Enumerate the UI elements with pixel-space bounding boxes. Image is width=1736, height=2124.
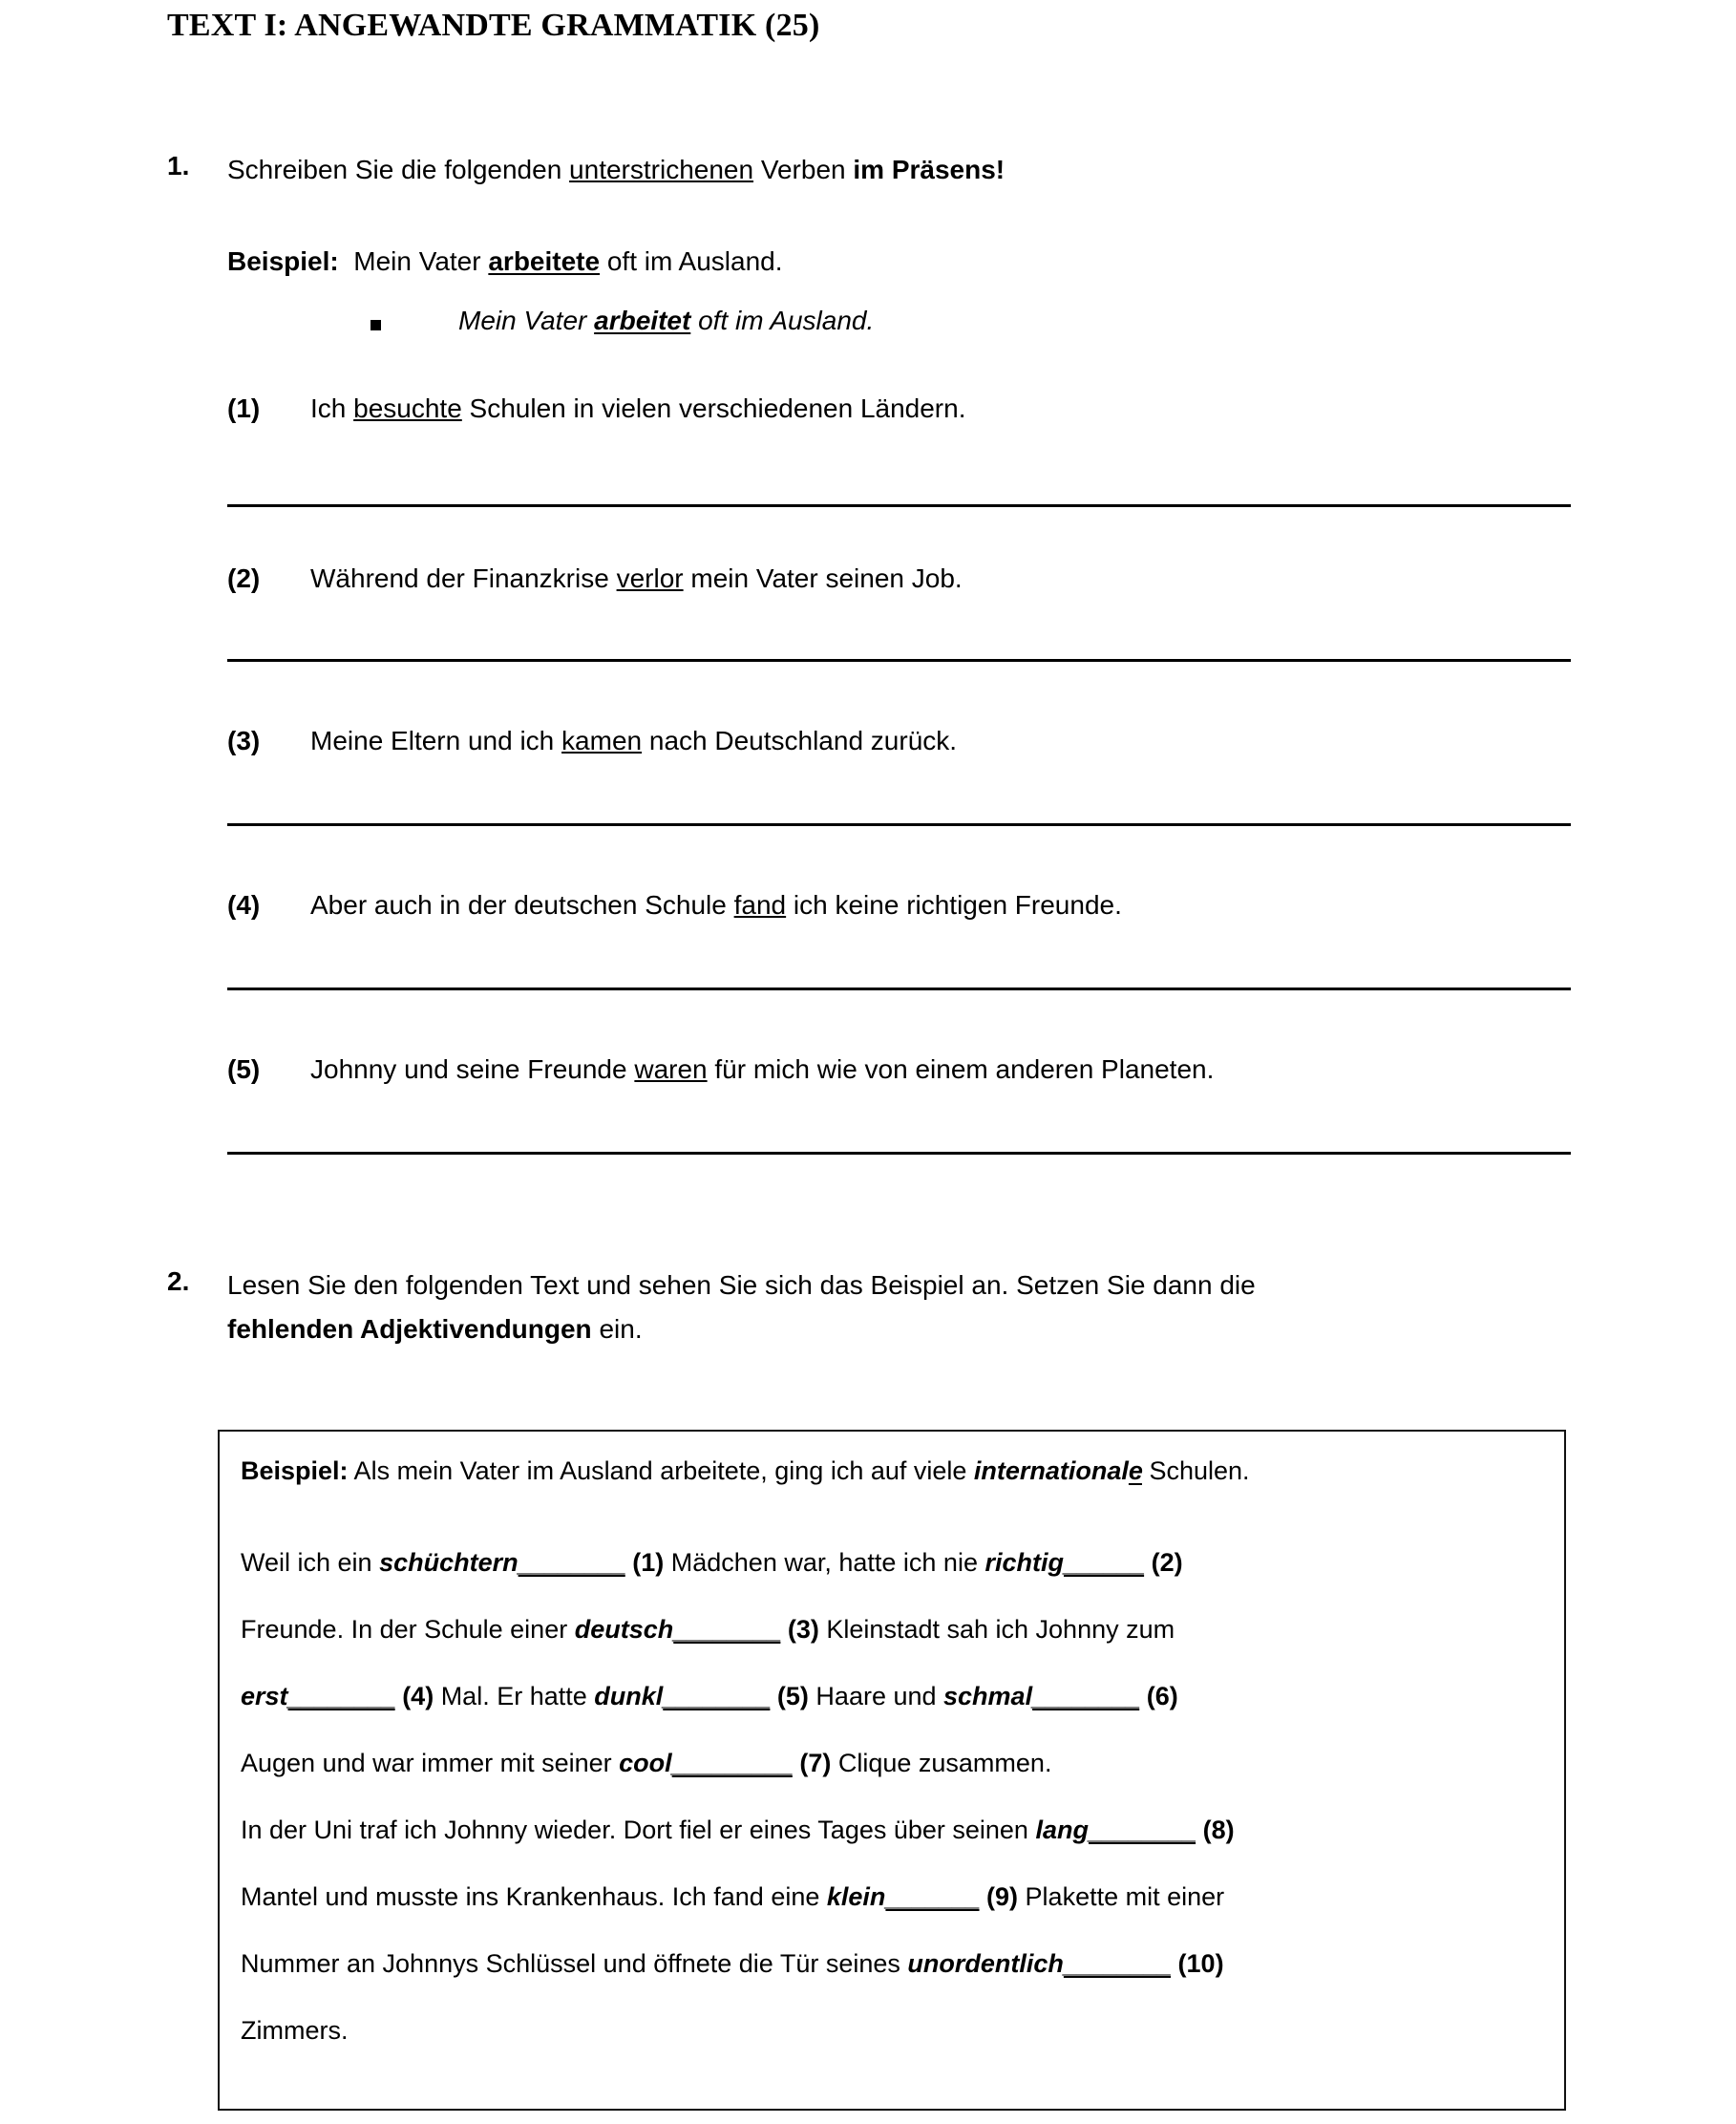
- line-3-number-3: (4): [402, 1682, 434, 1710]
- cloze-line-2: [241, 1615, 1175, 1645]
- item-3-pre: Meine Eltern und ich: [310, 726, 562, 755]
- item-4-post: ich keine richtigen Freunde.: [786, 890, 1122, 920]
- q1-instruction-mid: Verben: [753, 155, 854, 184]
- line-5-text-3: [1196, 1816, 1203, 1844]
- line-2-blank-2[interactable]: ________: [673, 1615, 781, 1644]
- answer-line-5[interactable]: [227, 1152, 1571, 1155]
- cloze-example-word-stem: international: [973, 1456, 1129, 1485]
- question-2-number: 2.: [167, 1266, 190, 1296]
- line-2-number-4: (3): [787, 1615, 819, 1644]
- item-2-sentence: [310, 563, 963, 594]
- cloze-example: [241, 1456, 1250, 1486]
- cloze-line-1: [241, 1548, 1183, 1578]
- line-7-number-4: (10): [1177, 1949, 1224, 1978]
- cloze-exercise-box: [218, 1430, 1566, 2111]
- answer-line-4[interactable]: [227, 988, 1571, 990]
- example-verb: arbeitete: [488, 246, 601, 276]
- line-6-word-1: klein: [826, 1882, 886, 1911]
- q2-instruction-bold: fehlenden Adjektivendungen: [227, 1314, 592, 1344]
- example-post: oft im Ausland.: [600, 246, 783, 276]
- line-1-text-8: [1144, 1548, 1152, 1577]
- line-3-text-12: [1139, 1682, 1147, 1710]
- item-5-sentence: [310, 1054, 1214, 1085]
- line-2-text-3: [780, 1615, 788, 1644]
- line-1-text-5: Mädchen war, hatte ich nie: [664, 1548, 985, 1577]
- line-1-text-0: Weil ich ein: [241, 1548, 380, 1577]
- q2-instruction-rest: ein.: [591, 1314, 643, 1344]
- line-1-number-4: (1): [632, 1548, 665, 1577]
- item-5-marker: (5): [227, 1054, 261, 1084]
- cloze-example-word-ending: e: [1128, 1456, 1142, 1485]
- cloze-example-pre: Als mein Vater im Ausland arbeitete, ging ich auf viele: [348, 1456, 974, 1485]
- question-1-number: 1.: [167, 151, 190, 181]
- line-6-text-3: [980, 1882, 987, 1911]
- line-5-word-1: lang: [1035, 1816, 1089, 1844]
- item-2-verb: verlor: [616, 563, 684, 593]
- item-5-pre: Johnny und seine Freunde: [310, 1054, 635, 1084]
- line-7-word-1: unordentlich: [907, 1949, 1064, 1978]
- item-1-post: Schulen in vielen verschiedenen Ländern.: [461, 393, 966, 423]
- line-3-blank-1[interactable]: ________: [287, 1682, 395, 1710]
- line-7-text-0: Nummer an Johnnys Schlüssel und öffnete die Tür seines: [241, 1949, 908, 1978]
- line-6-text-5: Plakette mit einer: [1018, 1882, 1225, 1911]
- item-2-post: mein Vater seinen Job.: [683, 563, 963, 593]
- example-spacer: [339, 246, 354, 276]
- item-1-verb: besuchte: [353, 393, 462, 423]
- line-6-number-4: (9): [986, 1882, 1019, 1911]
- answer-line-1[interactable]: [227, 504, 1571, 507]
- item-5-post: für mich wie von einem anderen Planeten.: [707, 1054, 1215, 1084]
- line-1-word-6: richtig: [984, 1548, 1064, 1577]
- cloze-line-8: [241, 2016, 348, 2046]
- answer-pre: Mein Vater: [458, 306, 595, 335]
- line-1-blank-2[interactable]: ________: [518, 1548, 625, 1577]
- line-6-text-0: Mantel und musste ins Krankenhaus. Ich fand eine: [241, 1882, 827, 1911]
- line-3-word-0: erst: [241, 1682, 288, 1710]
- line-8-text-0: Zimmers.: [241, 2016, 349, 2045]
- line-4-number-4: (7): [799, 1749, 832, 1777]
- line-4-text-0: Augen und war immer mit seiner: [241, 1749, 620, 1777]
- cloze-line-4: [241, 1749, 1051, 1778]
- line-3-word-10: schmal: [943, 1682, 1033, 1710]
- line-5-number-4: (8): [1202, 1816, 1235, 1844]
- q1-instruction-bold: im Präsens!: [853, 155, 1006, 184]
- item-3-marker: (3): [227, 726, 261, 755]
- line-3-text-4: Mal. Er hatte: [434, 1682, 595, 1710]
- line-4-word-1: cool: [619, 1749, 672, 1777]
- item-2-marker: (2): [227, 563, 261, 593]
- line-7-text-3: [1171, 1949, 1178, 1978]
- line-2-word-1: deutsch: [574, 1615, 674, 1644]
- line-5-text-0: In der Uni traf ich Johnny wieder. Dort fiel er eines Tages über seinen: [241, 1816, 1036, 1844]
- line-3-number-8: (5): [776, 1682, 809, 1710]
- line-3-blank-6[interactable]: ________: [663, 1682, 771, 1710]
- line-7-blank-2[interactable]: ________: [1063, 1949, 1172, 1978]
- answer-verb: arbeitet: [594, 306, 691, 335]
- item-2-pre: Während der Finanzkrise: [310, 563, 617, 593]
- answer-line-2[interactable]: [227, 659, 1571, 662]
- item-5-verb: waren: [634, 1054, 708, 1084]
- answer-line-3[interactable]: [227, 823, 1571, 826]
- example-pre: Mein Vater: [353, 246, 489, 276]
- line-1-word-1: schüchtern: [379, 1548, 519, 1577]
- item-4-marker: (4): [227, 890, 261, 920]
- cloze-example-post: Schulen.: [1141, 1456, 1250, 1485]
- page-title: TEXT I: ANGEWANDTE GRAMMATIK (25): [167, 8, 820, 43]
- line-2-text-5: Kleinstadt sah ich Johnny zum: [818, 1615, 1175, 1644]
- item-3-verb: kamen: [561, 726, 643, 755]
- question-1-example: [227, 246, 783, 277]
- bullet-square-icon: [370, 320, 381, 330]
- question-2-instruction-line-2: [227, 1310, 643, 1349]
- line-3-word-5: dunkl: [594, 1682, 664, 1710]
- line-3-blank-11[interactable]: ________: [1032, 1682, 1140, 1710]
- item-3-post: nach Deutschland zurück.: [642, 726, 958, 755]
- cloze-example-label: Beispiel:: [241, 1456, 349, 1485]
- item-4-sentence: [310, 890, 1122, 921]
- q1-instruction-underlined: unterstrichenen: [569, 155, 754, 184]
- item-3-sentence: [310, 726, 957, 756]
- question-1-example-answer: [458, 306, 874, 336]
- line-1-number-9: (2): [1151, 1548, 1183, 1577]
- line-5-blank-2[interactable]: ________: [1088, 1816, 1196, 1844]
- item-1-sentence: [310, 393, 965, 424]
- cloze-line-3: [241, 1682, 1178, 1711]
- question-2-instruction-line-1: Lesen Sie den folgenden Text und sehen Sie sich das Beispiel an. Setzen Sie dann die: [227, 1270, 1256, 1300]
- item-1-pre: Ich: [310, 393, 354, 423]
- line-4-blank-2[interactable]: _________: [671, 1749, 793, 1777]
- line-6-blank-2[interactable]: _______: [885, 1882, 980, 1911]
- line-3-text-7: [770, 1682, 777, 1710]
- cloze-line-7: [241, 1949, 1224, 1979]
- item-4-pre: Aber auch in der deutschen Schule: [310, 890, 734, 920]
- line-1-blank-7[interactable]: ______: [1063, 1548, 1145, 1577]
- q1-instruction-pre: Schreiben Sie die folgenden: [227, 155, 570, 184]
- line-2-text-0: Freunde. In der Schule einer: [241, 1615, 575, 1644]
- example-label: Beispiel:: [227, 246, 339, 276]
- cloze-line-6: [241, 1882, 1224, 1912]
- answer-post: oft im Ausland.: [690, 306, 875, 335]
- line-3-number-13: (6): [1146, 1682, 1178, 1710]
- cloze-line-5: [241, 1816, 1235, 1845]
- line-3-text-9: Haare und: [808, 1682, 944, 1710]
- item-1-marker: (1): [227, 393, 261, 423]
- line-4-text-5: Clique zusammen.: [831, 1749, 1052, 1777]
- item-4-verb: fand: [733, 890, 787, 920]
- question-1-instruction: [227, 151, 1005, 189]
